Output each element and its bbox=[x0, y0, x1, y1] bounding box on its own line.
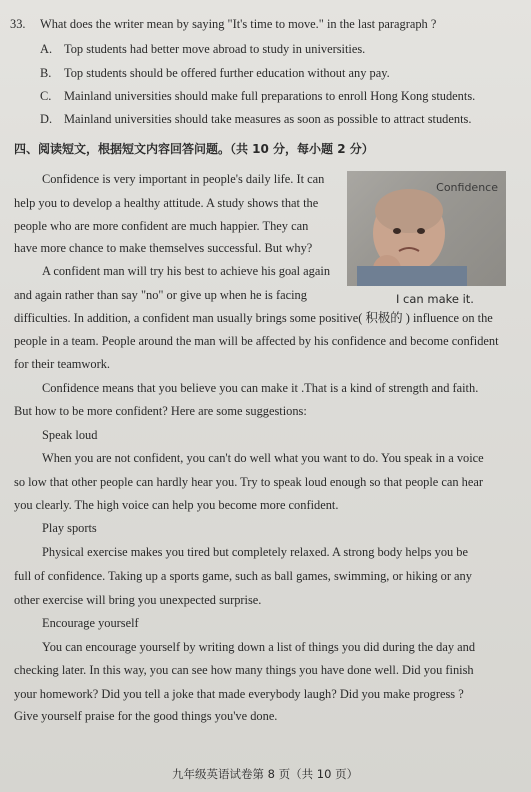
passage-line: Confidence is very important in people's daily life. It can bbox=[42, 172, 325, 186]
passage-line: help you to develop a healthy attitude. A study shows that the bbox=[14, 196, 319, 210]
option-a-letter: A. bbox=[40, 42, 53, 56]
passage-line: other exercise will bring you unexpected surprise. bbox=[14, 593, 262, 607]
passage-line: But how to be more confident? Here are some suggestions: bbox=[14, 404, 307, 418]
section-heading: 四、阅读短文，根据短文内容回答问题。（共 10 分，每小题 2 分） bbox=[14, 142, 374, 156]
option-c-text: Mainland universities should make full preparations to enroll Hong Kong students. bbox=[64, 89, 476, 103]
passage-line: Confidence means that you believe you can make it .That is a kind of strength and faith. bbox=[42, 381, 479, 395]
option-a-text: Top students had better move abroad to study in universities. bbox=[64, 42, 366, 56]
option-b-text: Top students should be offered further education without any pay. bbox=[64, 66, 390, 80]
subheading-speak-loud: Speak loud bbox=[42, 428, 98, 442]
option-c-letter: C. bbox=[40, 89, 52, 103]
option-d-text: Mainland universities should take measures as soon as possible to attract students. bbox=[64, 112, 472, 126]
photo-caption: I can make it. bbox=[396, 292, 474, 306]
subheading-play-sports: Play sports bbox=[42, 521, 97, 535]
page-footer: 九年级英语试卷第 8 页（共 10 页） bbox=[172, 767, 359, 781]
photo-label: Confidence bbox=[436, 181, 498, 194]
passage-line: difficulties. In addition, a confident man usually brings some positive( 积极的 ) influence on the bbox=[14, 311, 493, 325]
passage-line: full of confidence. Taking up a sports game, such as ball games, swimming, or hiking or any bbox=[14, 569, 472, 583]
passage-line: for their teamwork. bbox=[14, 357, 110, 371]
option-b-letter: B. bbox=[40, 66, 52, 80]
passage-line: people who are more confident are much happier. They can bbox=[14, 219, 309, 233]
passage-line: Give yourself praise for the good things you've done. bbox=[14, 709, 278, 723]
passage-line: A confident man will try his best to achieve his goal again bbox=[42, 264, 331, 278]
confidence-photo bbox=[347, 171, 506, 286]
option-d-letter: D. bbox=[40, 112, 53, 126]
passage-line: and again rather than say "no" or give up when he is facing bbox=[14, 288, 307, 302]
question-number: 33. bbox=[10, 17, 26, 31]
subheading-encourage-yourself: Encourage yourself bbox=[42, 616, 139, 630]
passage-line: Physical exercise makes you tired but completely relaxed. A strong body helps you be bbox=[42, 545, 468, 559]
passage-line: checking later. In this way, you can see how many things you have done well. Did you finish bbox=[14, 663, 474, 677]
passage-line: have more chance to make themselves successful. But why? bbox=[14, 241, 313, 255]
passage-line: You can encourage yourself by writing down a list of things you did during the day and bbox=[42, 640, 476, 654]
passage-line: your homework? Did you tell a joke that made everybody laugh? Did you make progress ? bbox=[14, 687, 464, 701]
passage-line: you clearly. The high voice can help you become more confident. bbox=[14, 498, 339, 512]
question-stem: What does the writer mean by saying "It's time to move." in the last paragraph ? bbox=[40, 17, 437, 31]
passage-line: people in a team. People around the man will be affected by his confidence and become confident bbox=[14, 334, 499, 348]
passage-line: so low that other people can hardly hear you. Try to speak loud enough so that people can hear bbox=[14, 475, 484, 489]
passage-line: When you are not confident, you can't do well what you want to do. You speak in a voice bbox=[42, 451, 484, 465]
